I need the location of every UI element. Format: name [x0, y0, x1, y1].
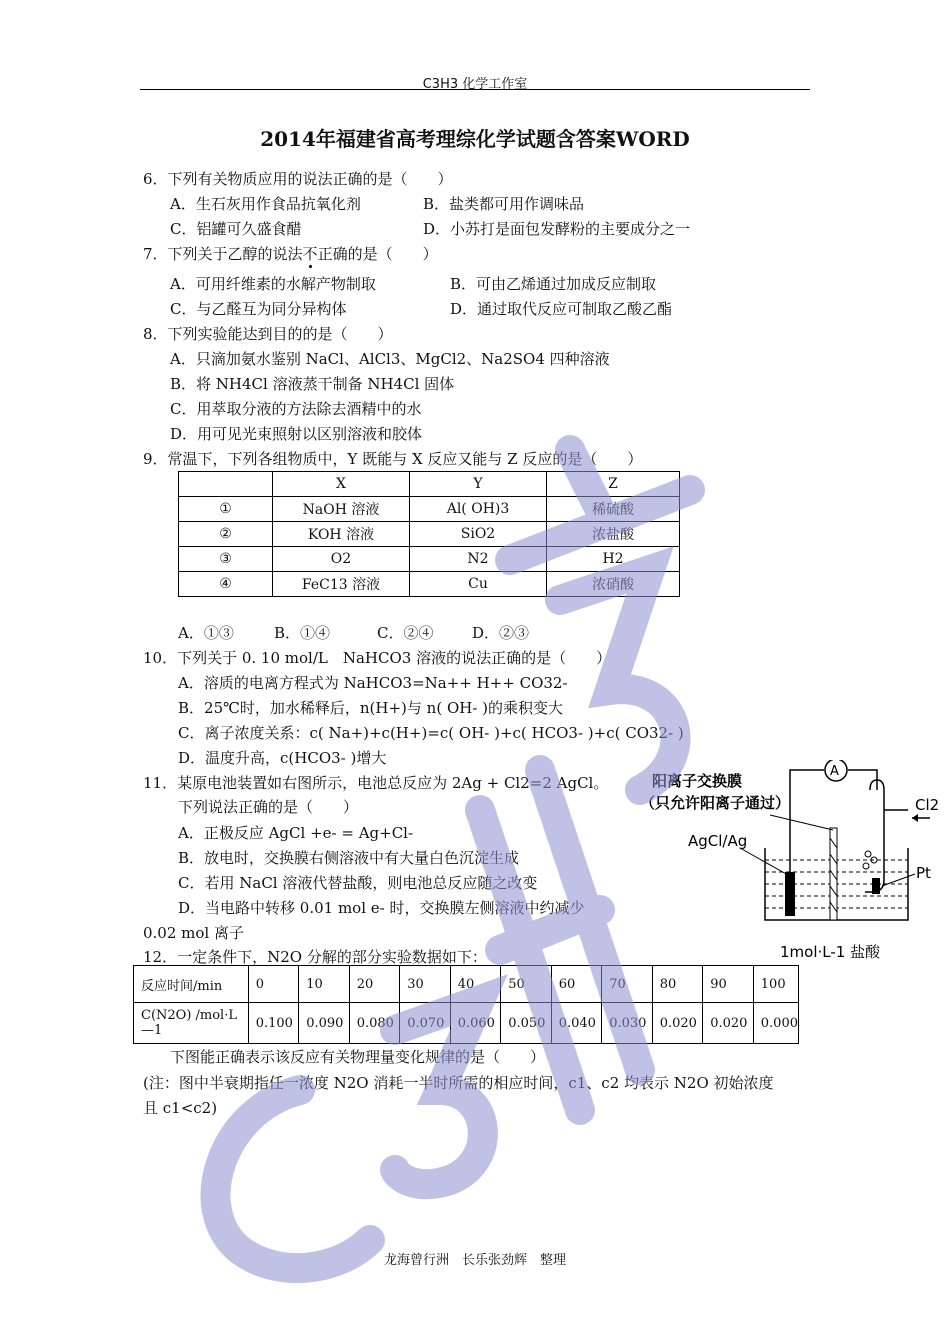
page-title: 2014年福建省高考理综化学试题含答案WORD: [260, 127, 690, 151]
q8-option-c: C．用萃取分液的方法除去酒精中的水: [170, 400, 422, 418]
q10-option-c: C．离子浓度关系：c( Na+)+c(H+)=c( OH- )+c( HCO3- )+c( CO32- ): [178, 724, 684, 742]
electrode-left-label: AgCl/Ag: [688, 832, 748, 850]
table-cell: 80: [652, 966, 703, 1003]
q12-stem: 12．一定条件下，N2O 分解的部分实验数据如下：: [143, 948, 487, 966]
q11-option-d: D．当电路中转移 0.01 mol e- 时，交换膜左侧溶液中约减少: [178, 899, 585, 917]
table-cell: 60: [551, 966, 602, 1003]
table-cell: ④: [179, 572, 273, 597]
q10-stem: 10．下列关于 0. 10 mol/L NaHCO3 溶液的说法正确的是（ ）: [143, 649, 612, 667]
q11-substem: 下列说法正确的是（ ）: [178, 798, 359, 816]
q6-option-c: C．铝罐可久盛食醋: [170, 220, 302, 238]
q11-option-c: C．若用 NaCl 溶液代替盐酸，则电池总反应随之改变: [178, 874, 538, 892]
table-row: [179, 497, 680, 522]
table-cell: SiO2: [410, 522, 547, 547]
q9-option-a: A．①③: [178, 624, 234, 642]
q9-option-c: C．②④: [377, 624, 434, 642]
table-cell: 10: [299, 966, 350, 1003]
q9-option-b: B．①④: [274, 624, 331, 642]
table-cell: 40: [450, 966, 501, 1003]
table-cell: 浓盐酸: [547, 522, 680, 547]
q11-option-b: B．放电时，交换膜右侧溶液中有大量白色沉淀生成: [178, 849, 520, 867]
table-cell: 100: [753, 966, 798, 1003]
membrane-note: （只允许阳离子通过）: [640, 794, 791, 812]
table-cell: KOH 溶液: [273, 522, 410, 547]
q11-option-a: A．正极反应 AgCl +e- = Ag+Cl-: [178, 824, 414, 842]
table-cell: Cu: [410, 572, 547, 597]
table-cell: 0.040: [551, 1003, 602, 1044]
q8-option-b: B．将 NH4Cl 溶液蒸干制备 NH4Cl 固体: [170, 375, 455, 393]
q10-option-a: A．溶质的电离方程式为 NaHCO3=Na++ H++ CO32-: [178, 674, 568, 692]
table-cell: 0.050: [501, 1003, 552, 1044]
pt-electrode: [872, 878, 880, 894]
table-cell: 70: [602, 966, 653, 1003]
q8-option-d: D．用可见光束照射以区别溶液和胶体: [170, 425, 423, 443]
table-cell: 0.060: [450, 1003, 501, 1044]
header-rule: [140, 89, 810, 90]
table-cell: 0: [248, 966, 299, 1003]
table-row: [134, 966, 799, 1003]
q6-stem: 6．下列有关物质应用的说法正确的是（ ）: [143, 170, 453, 188]
membrane-label: 阳离子交换膜: [652, 772, 743, 790]
page-header: C3H3 化学工作室: [422, 77, 528, 92]
emphasis-dot: 不: [302, 245, 318, 263]
table-cell: 0.100: [248, 1003, 299, 1044]
table-cell: Al( OH)3: [410, 497, 547, 522]
q12-table: [133, 965, 799, 1044]
q6-option-b: B．盐类都可用作调味品: [423, 195, 585, 213]
table-row: [179, 547, 680, 572]
ammeter-label: A: [830, 764, 839, 779]
table-cell: 50: [501, 966, 552, 1003]
q7-stem: 7．下列关于乙醇的说法不正确的是（ ）: [143, 245, 438, 263]
table-cell: 0.020: [703, 1003, 754, 1044]
table-cell: 0.070: [400, 1003, 451, 1044]
page-footer: 龙海曾行洲 长乐张劲辉 整理: [383, 1253, 566, 1268]
q9-table: [178, 471, 680, 597]
q12-note: (注：图中半衰期指任一浓度 N2O 消耗一半时所需的相应时间，c1、c2 均表示 N2O 初始浓度: [143, 1074, 774, 1092]
table-cell: FeC13 溶液: [273, 572, 410, 597]
table-row-label: 反应时间/min: [134, 966, 249, 1003]
table-cell: 0.080: [349, 1003, 400, 1044]
q9-stem: 9．常温下，下列各组物质中，Y 既能与 X 反应又能与 Z 反应的是（ ）: [143, 450, 643, 468]
q7-option-d: D．通过取代反应可制取乙酸乙酯: [450, 300, 673, 318]
table-cell: Y: [410, 472, 547, 497]
table-cell: 0.030: [602, 1003, 653, 1044]
table-cell: 稀硫酸: [547, 497, 680, 522]
table-cell: N2: [410, 547, 547, 572]
table-cell: ③: [179, 547, 273, 572]
solution-label: 1mol·L-1 盐酸: [780, 943, 881, 961]
table-cell: NaOH 溶液: [273, 497, 410, 522]
q7-option-b: B．可由乙烯通过加成反应制取: [450, 275, 657, 293]
q8-option-a: A．只滴加氨水鉴别 NaCl、AlCl3、MgCl2、Na2SO4 四种溶液: [170, 350, 610, 368]
q7-option-a: A．可用纤维素的水解产物制取: [170, 275, 376, 293]
q12-note-cont: 且 c1<c2): [143, 1099, 218, 1117]
q8-stem: 8．下列实验能达到目的的是（ ）: [143, 325, 393, 343]
agcl-electrode: [785, 872, 795, 916]
q12-question: 下图能正确表示该反应有关物理量变化规律的是（ ）: [170, 1048, 546, 1066]
q6-option-d: D．小苏打是面包发酵粉的主要成分之一: [423, 220, 691, 238]
q7-option-c: C．与乙醛互为同分异构体: [170, 300, 347, 318]
q11-option-d-cont: 0.02 mol 离子: [143, 924, 244, 942]
table-cell: 0.090: [299, 1003, 350, 1044]
table-cell: [179, 472, 273, 497]
table-cell: O2: [273, 547, 410, 572]
table-header-row: [179, 472, 680, 497]
q9-option-d: D．②③: [472, 624, 530, 642]
q6-option-a: A．生石灰用作食品抗氧化剂: [170, 195, 361, 213]
table-cell: 0.000: [753, 1003, 798, 1044]
table-cell: 90: [703, 966, 754, 1003]
table-cell: 30: [400, 966, 451, 1003]
table-cell: H2: [547, 547, 680, 572]
table-cell: ①: [179, 497, 273, 522]
table-cell: 20: [349, 966, 400, 1003]
table-row: [134, 1003, 799, 1044]
q10-option-b: B．25℃时，加水稀释后，n(H+)与 n( OH- )的乘积变大: [178, 699, 564, 717]
table-cell: 浓硝酸: [547, 572, 680, 597]
table-cell: ②: [179, 522, 273, 547]
table-cell: Z: [547, 472, 680, 497]
battery-diagram: [640, 760, 940, 970]
arrow-icon: [912, 814, 918, 822]
table-cell: X: [273, 472, 410, 497]
pt-label: Pt: [916, 864, 931, 882]
gas-label: Cl2: [915, 796, 940, 814]
table-row-label: C(N2O) /mol·L—1: [134, 1003, 249, 1044]
q11-stem: 11．某原电池装置如右图所示，电池总反应为 2Ag + Cl2=2 AgCl。: [143, 774, 609, 792]
table-row: [179, 522, 680, 547]
watermark-c: [216, 1090, 370, 1268]
table-row: [179, 572, 680, 597]
table-cell: 0.020: [652, 1003, 703, 1044]
q10-option-d: D．温度升高，c(HCO3- )增大: [178, 749, 387, 767]
